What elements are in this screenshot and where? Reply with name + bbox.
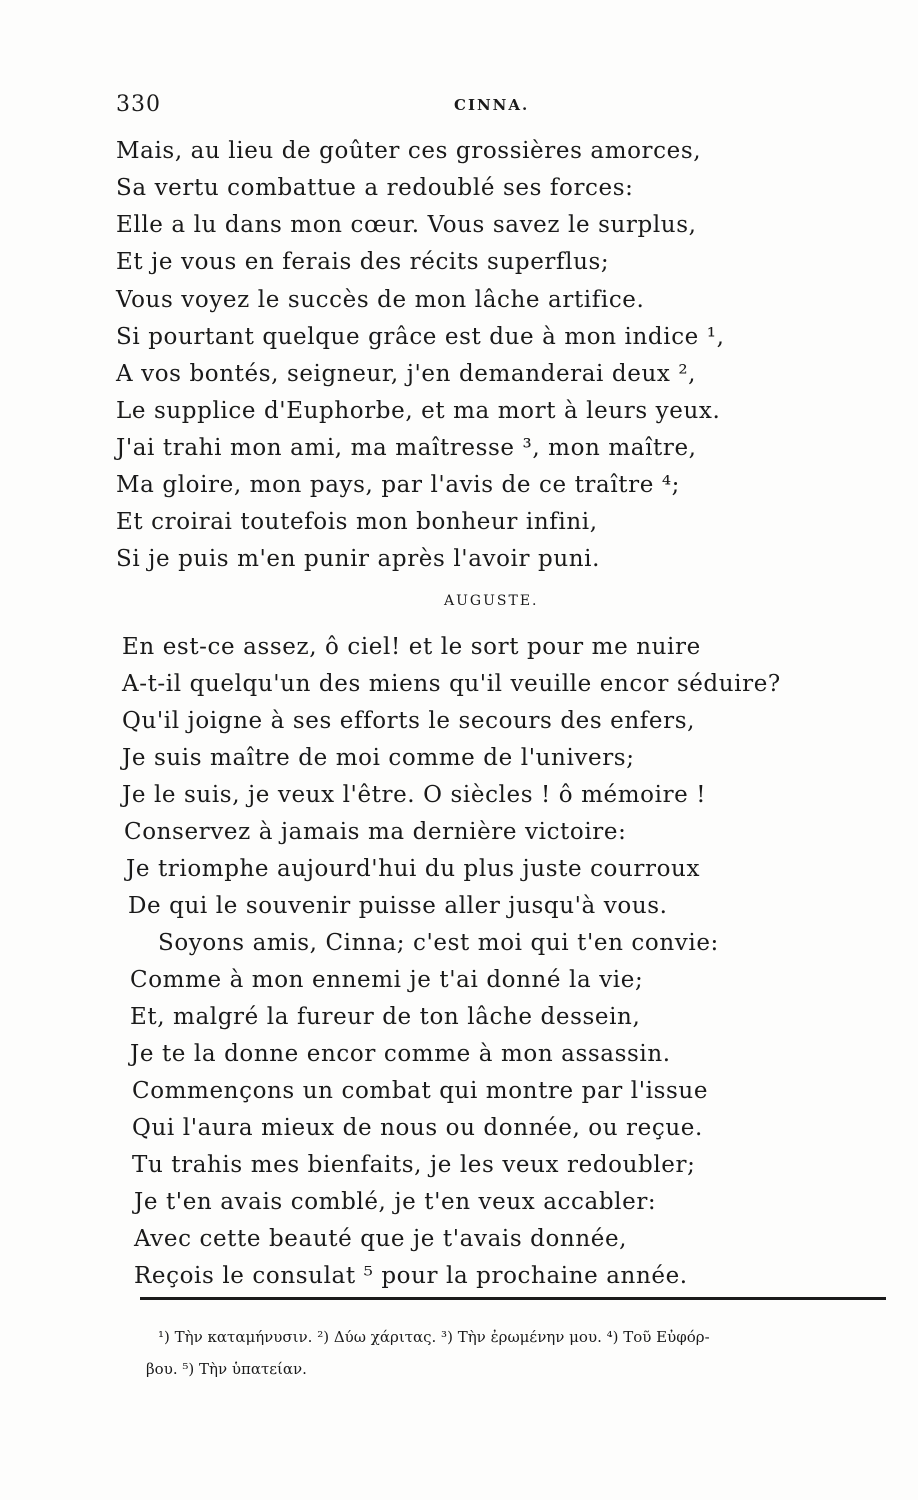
verse-line: Le supplice d'Euphorbe, et ma mort à leurs yeux. xyxy=(116,398,721,424)
verse-line: Qu'il joigne à ses efforts le secours des enfers, xyxy=(122,708,696,734)
verse-line: Je le suis, je veux l'être. O siècles ! ô mémoire ! xyxy=(122,782,707,808)
footnote-line: ¹) Τὴν καταμήνυσιν. ²) Δύω χάριτας. ³) Τὴν ἐρωμένην μου. ⁴) Τοῦ Εὐφόρ- xyxy=(158,1328,710,1346)
verse-line: Je te la donne encor comme à mon assassin. xyxy=(130,1041,671,1067)
verse-line: De qui le souvenir puisse aller jusqu'à vous. xyxy=(128,893,668,919)
verse-line: Mais, au lieu de goûter ces grossières amorces, xyxy=(116,138,702,164)
verse-line: Ma gloire, mon pays, par l'avis de ce traître ⁴; xyxy=(116,472,680,498)
verse-line: Qui l'aura mieux de nous ou donnée, ou reçue. xyxy=(132,1115,703,1141)
verse-line: Je suis maître de moi comme de l'univers; xyxy=(122,745,635,771)
speaker-name: AUGUSTE. xyxy=(444,593,539,609)
verse-line: Avec cette beauté que je t'avais donnée, xyxy=(134,1226,628,1252)
verse-line: Commençons un combat qui montre par l'issue xyxy=(132,1078,709,1104)
page-number: 330 xyxy=(116,92,161,117)
verse-line: Comme à mon ennemi je t'ai donné la vie; xyxy=(130,967,644,993)
verse-line: Je t'en avais comblé, je t'en veux accabler: xyxy=(134,1189,657,1215)
verse-line: Je triomphe aujourd'hui du plus juste courroux xyxy=(126,856,701,882)
verse-line: Si pourtant quelque grâce est due à mon indice ¹, xyxy=(116,324,725,350)
footnote-line: βου. ⁵) Τὴν ὑπατείαν. xyxy=(146,1360,307,1378)
verse-line: Elle a lu dans mon cœur. Vous savez le surplus, xyxy=(116,212,697,238)
verse-line: En est-ce assez, ô ciel! et le sort pour me nuire xyxy=(122,634,701,660)
verse-line: Et je vous en ferais des récits superflus; xyxy=(116,249,610,275)
verse-line: Sa vertu combattue a redoublé ses forces: xyxy=(116,175,634,201)
verse-line: Vous voyez le succès de mon lâche artifice. xyxy=(116,287,645,313)
verse-line: A vos bontés, seigneur, j'en demanderai deux ², xyxy=(116,361,697,387)
verse-line: Et croirai toutefois mon bonheur infini, xyxy=(116,509,598,535)
verse-line: Si je puis m'en punir après l'avoir puni. xyxy=(116,546,601,572)
verse-line: Conservez à jamais ma dernière victoire: xyxy=(124,819,627,845)
page-header xyxy=(116,92,676,122)
verse-line: J'ai trahi mon ami, ma maîtresse ³, mon maître, xyxy=(116,435,697,461)
verse-line: A-t-il quelqu'un des miens qu'il veuille encor séduire? xyxy=(122,671,781,697)
running-head: CINNA. xyxy=(454,96,530,114)
verse-line: Reçois le consulat ⁵ pour la prochaine année. xyxy=(134,1263,688,1289)
verse-line: Et, malgré la fureur de ton lâche dessein, xyxy=(130,1004,641,1030)
verse-line: Soyons amis, Cinna; c'est moi qui t'en convie: xyxy=(158,930,719,956)
footnote-rule xyxy=(140,1297,886,1300)
verse-line: Tu trahis mes bienfaits, je les veux redoubler; xyxy=(132,1152,696,1178)
